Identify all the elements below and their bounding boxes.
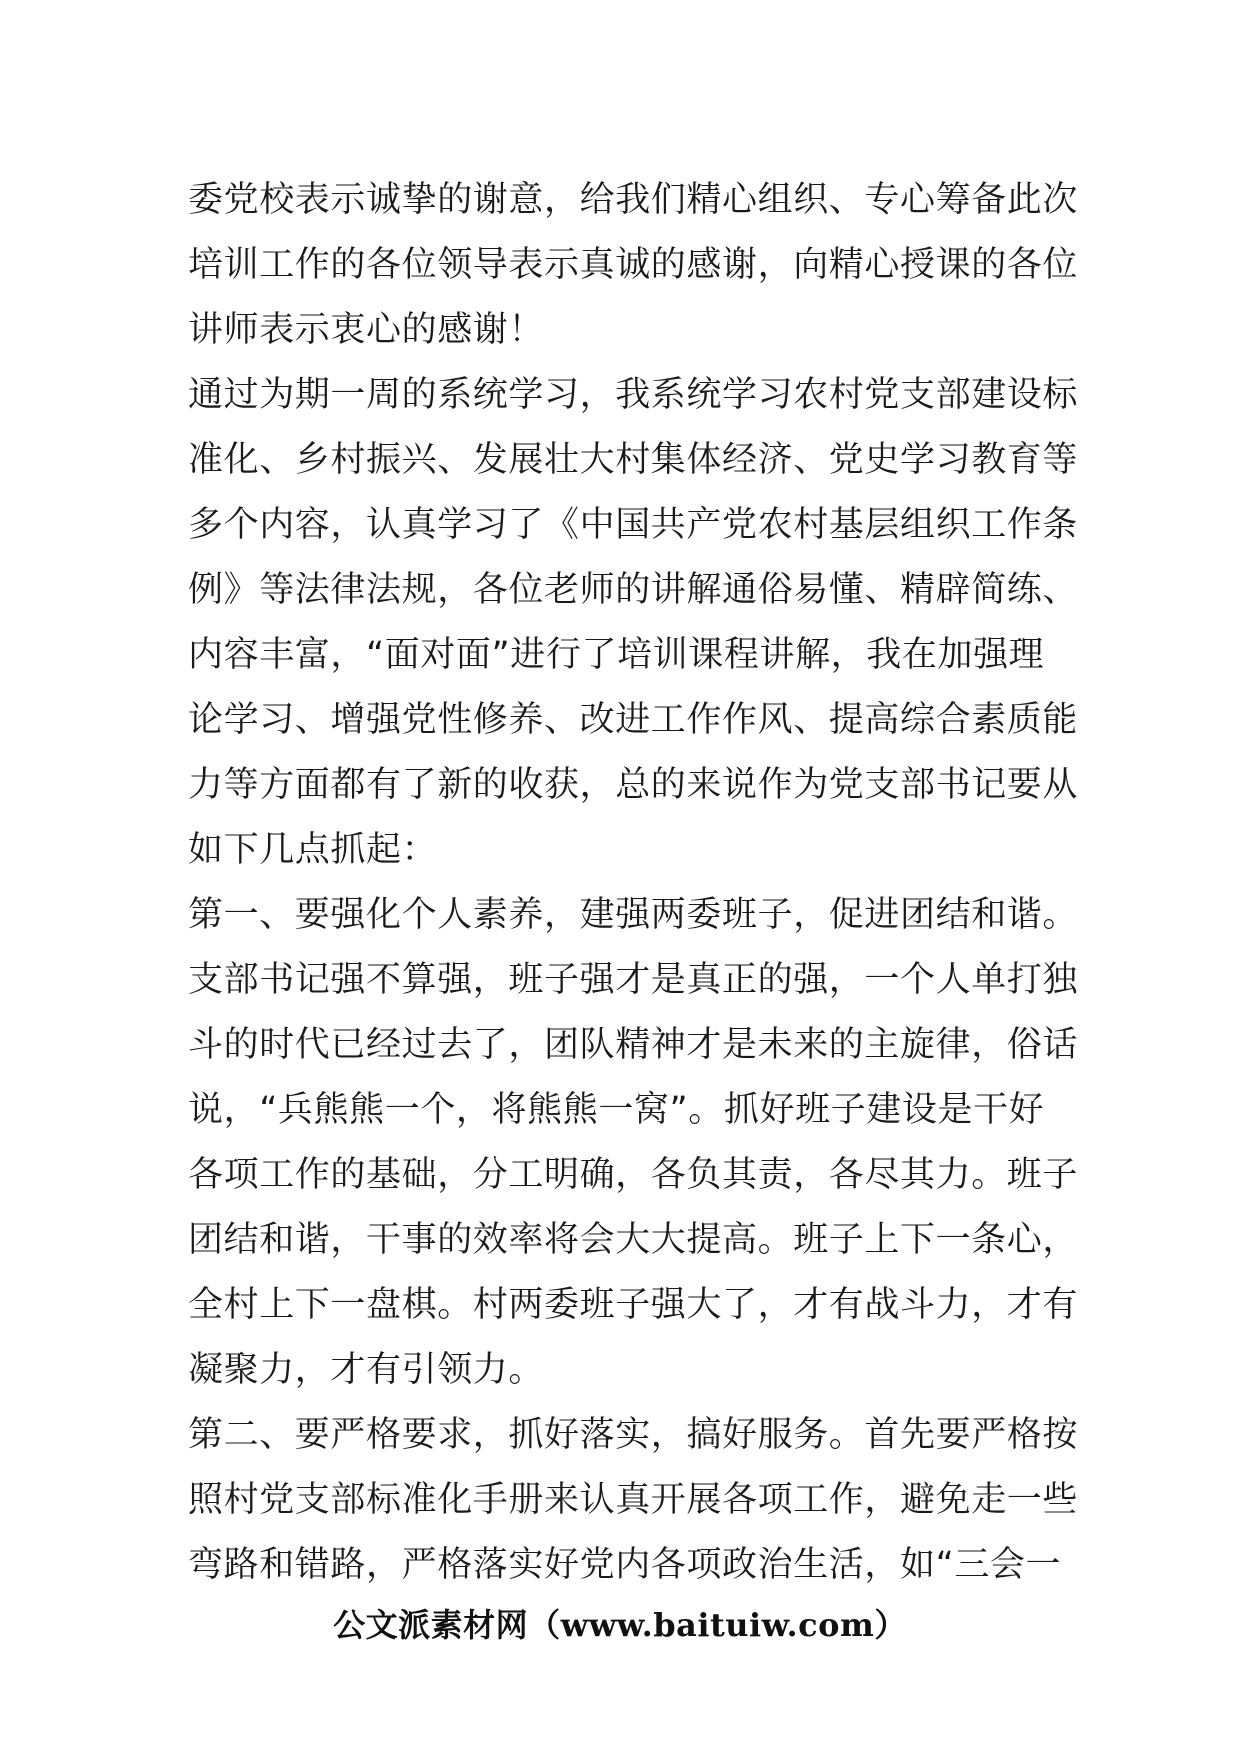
text-line: 内容丰富，“面对面”进行了培训课程讲解，我在加强理 [188, 635, 1045, 675]
text-line: 讲师表示衷心的感谢！ [188, 310, 545, 350]
text-line: 全村上下一盘棋。村两委班子强大了，才有战斗力，才有 [188, 1285, 1079, 1325]
text-line: 力等方面都有了新的收获，总的来说作为党支部书记要从 [188, 765, 1079, 805]
text-line: 弯路和错路，严格落实好党内各项政治生活，如“三会一 [188, 1545, 1062, 1585]
text-line: 凝聚力，才有引领力。 [188, 1350, 545, 1390]
text-line: 多个内容，认真学习了《中国共产党农村基层组织工作条 [188, 505, 1079, 545]
text-line: 团结和谐，干事的效率将会大大提高。班子上下一条心， [188, 1220, 1079, 1260]
text-line: 论学习、增强党性修养、改进工作作风、提高综合素质能 [188, 700, 1079, 740]
text-line: 说，“兵熊熊一个，将熊熊一窝”。抓好班子建设是干好 [188, 1090, 1045, 1130]
text-line: 通过为期一周的系统学习，我系统学习农村党支部建设标 [188, 375, 1079, 415]
text-line: 培训工作的各位领导表示真诚的感谢，向精心授课的各位 [188, 245, 1079, 285]
text-line: 第二、要严格要求，抓好落实，搞好服务。首先要严格按 [188, 1415, 1079, 1455]
document-body [188, 168, 1079, 1598]
text-line: 斗的时代已经过去了，团队精神才是未来的主旋律，俗话 [188, 1025, 1079, 1065]
text-line: 例》等法律法规，各位老师的讲解通俗易懂、精辟简练、 [188, 570, 1079, 610]
footer-watermark: 公文派素材网（www.baituiw.com） [333, 1606, 907, 1644]
text-line: 各项工作的基础，分工明确，各负其责，各尽其力。班子 [188, 1155, 1079, 1195]
text-line: 照村党支部标准化手册来认真开展各项工作，避免走一些 [188, 1480, 1079, 1520]
text-line: 如下几点抓起： [188, 830, 438, 870]
text-line: 第一、要强化个人素养，建强两委班子，促进团结和谐。 [188, 895, 1079, 935]
text-line: 委党校表示诚挚的谢意，给我们精心组织、专心筹备此次 [188, 180, 1079, 220]
text-line: 准化、乡村振兴、发展壮大村集体经济、党史学习教育等 [188, 440, 1079, 480]
text-line: 支部书记强不算强，班子强才是真正的强，一个人单打独 [188, 960, 1079, 1000]
